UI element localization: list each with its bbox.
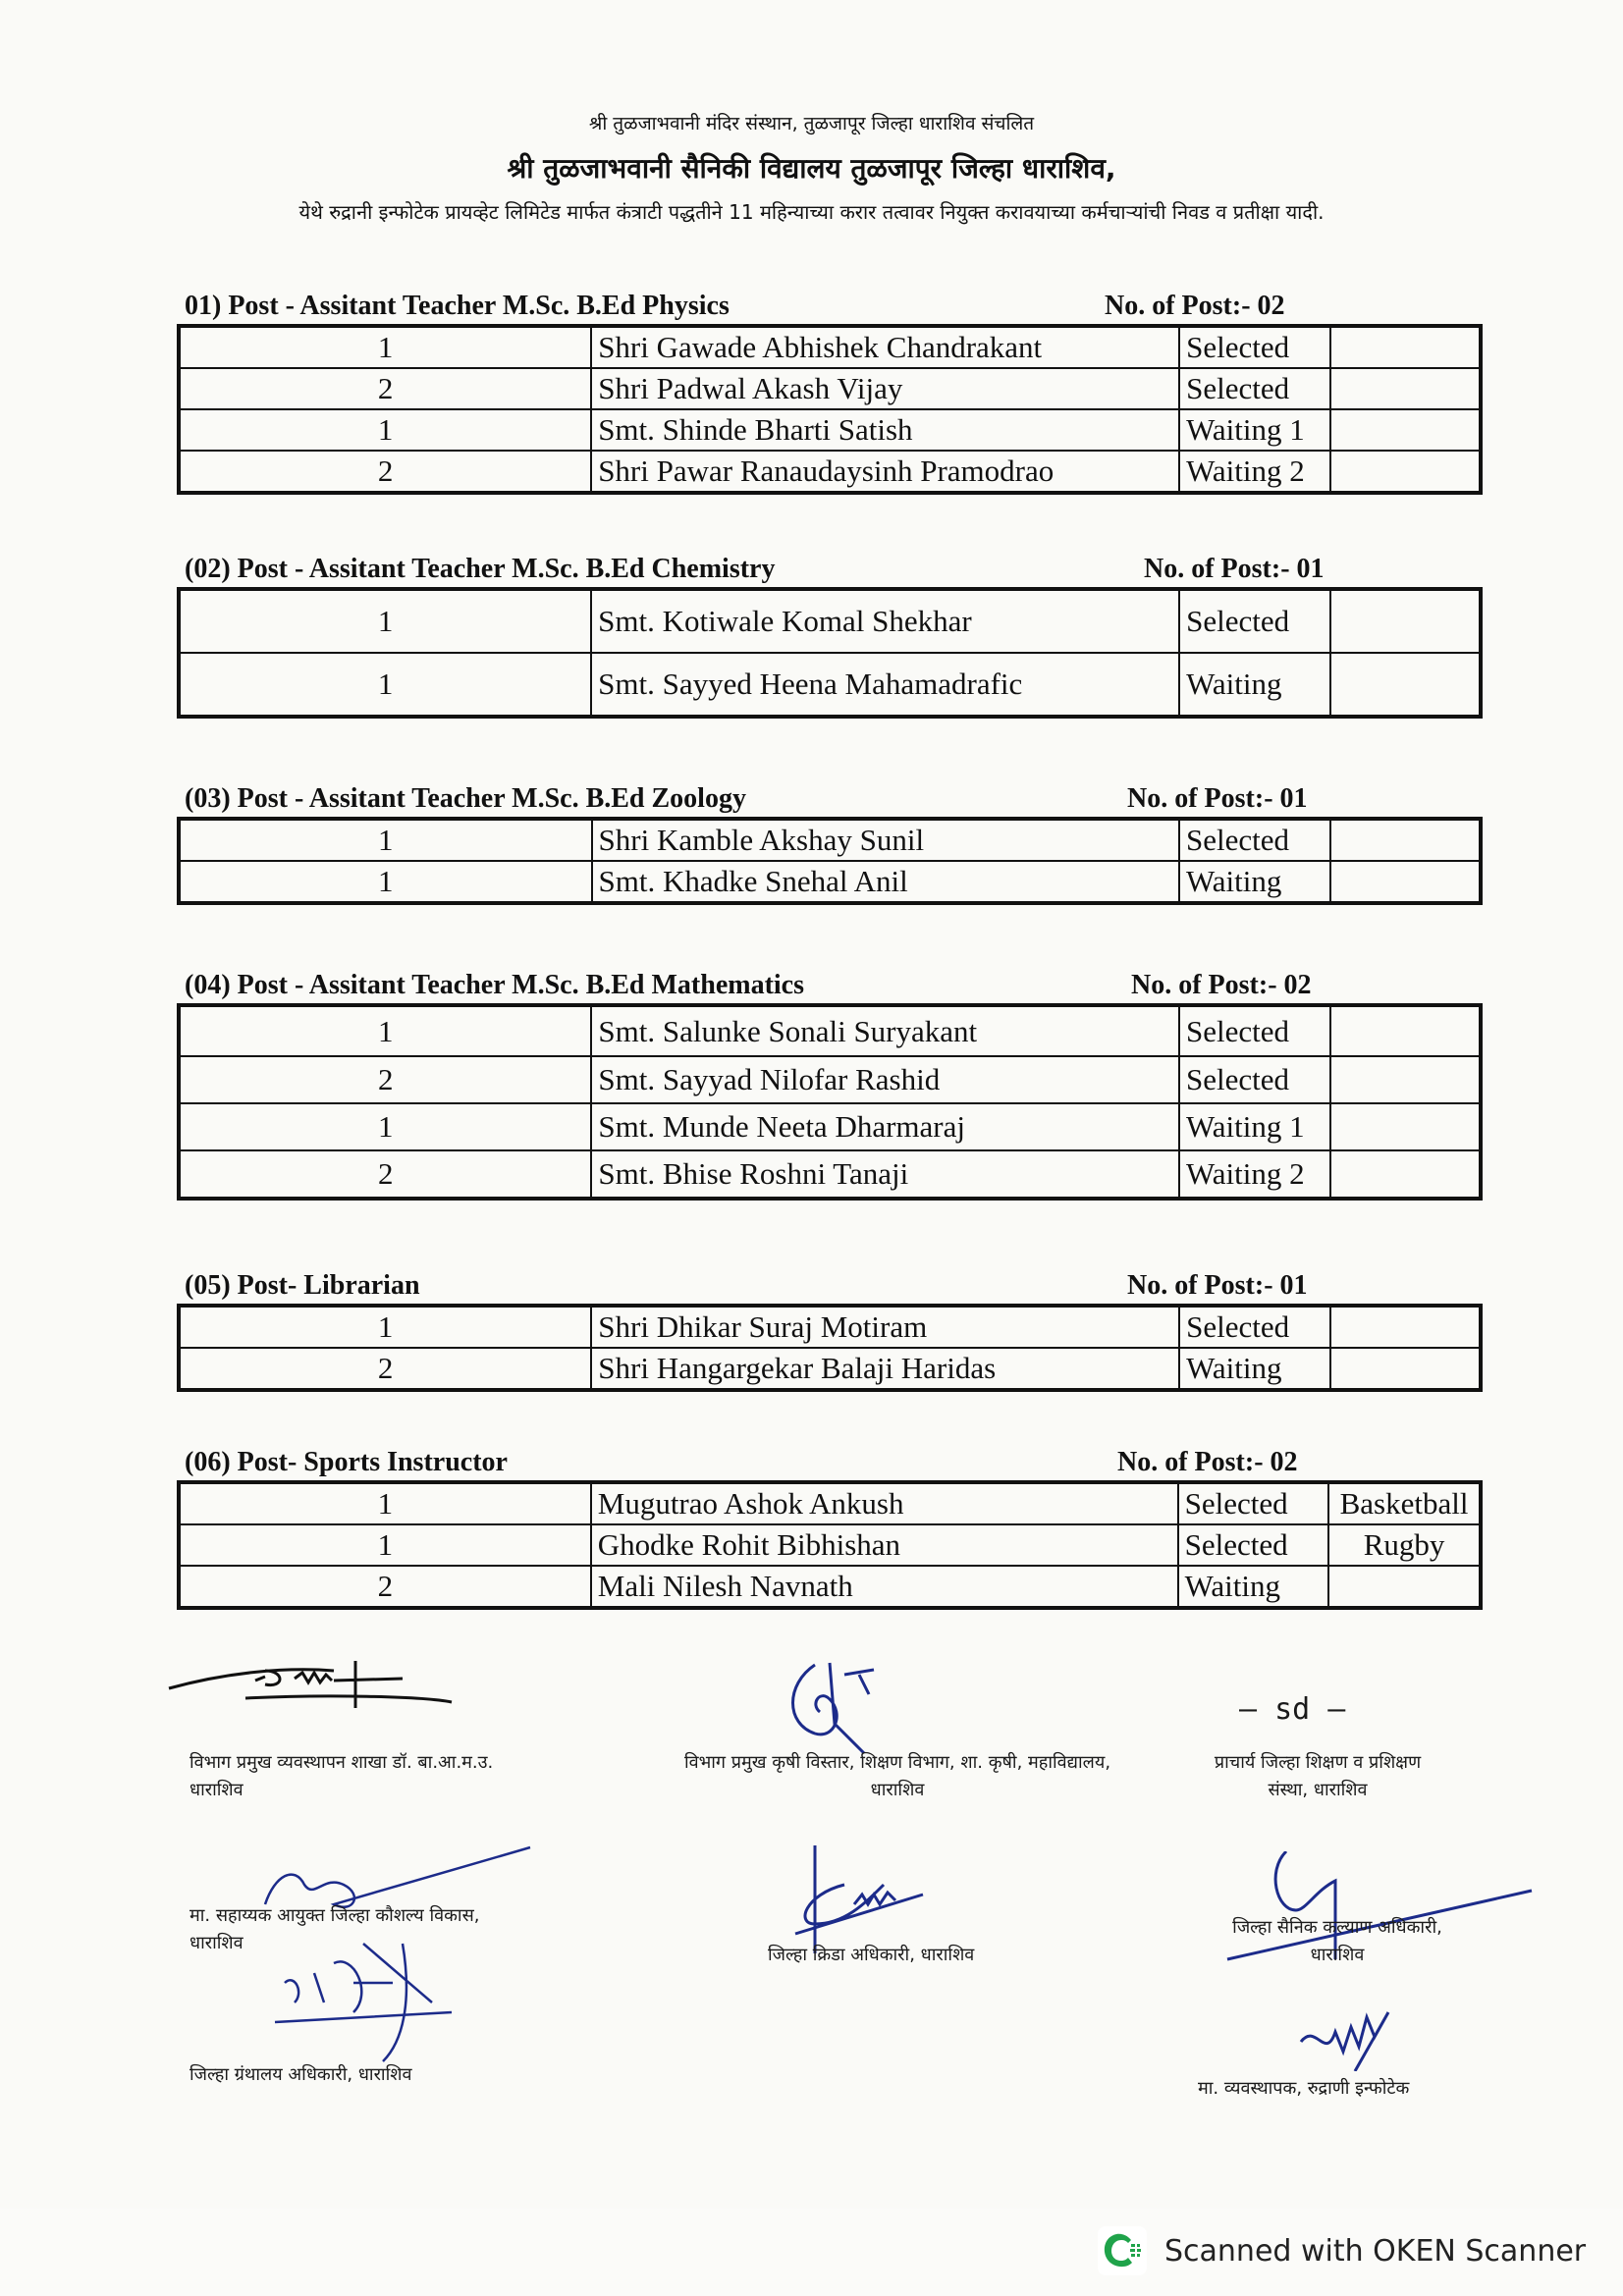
rank-cell: 1 [179,1103,591,1150]
status-cell: Selected [1179,326,1330,368]
signatory-3 [1151,1749,1485,1804]
name-cell: Shri Dhikar Suraj Motiram [591,1306,1179,1348]
name-cell: Smt. Sayyad Nilofar Rashid [591,1056,1179,1103]
name-cell: Smt. Sayyed Heena Mahamadrafic [591,653,1179,717]
remark-cell [1330,1056,1481,1103]
sd-mark: — sd — [1239,1692,1346,1727]
rank-cell: 1 [179,589,591,653]
signature-1 [167,1659,560,1718]
designation-line: मा. सहाय्यक आयुक्त जिल्हा कौशल्य विकास, [189,1905,480,1926]
name-cell: Shri Kamble Akshay Sunil [592,819,1179,861]
designation-line: जिल्हा सैनिक कल्याण अधिकारी, [1232,1917,1442,1938]
remark-cell [1330,1005,1481,1056]
status-cell: Selected [1179,589,1330,653]
status-cell: Selected [1179,1306,1330,1348]
section-sports-instructor [177,1447,1483,1610]
name-cell: Mugutrao Ashok Ankush [591,1482,1178,1524]
section-librarian [177,1270,1483,1392]
remark-cell: Basketball [1328,1482,1481,1524]
status-cell: Waiting 2 [1179,451,1330,493]
rank-cell: 2 [179,1150,591,1199]
remark-cell [1330,409,1481,451]
signature-4 [255,1845,550,2081]
name-cell: Smt. Bhise Roshni Tanaji [591,1150,1179,1199]
rank-cell: 1 [179,1524,591,1566]
candidate-table [177,324,1483,495]
table-row [179,1348,1481,1390]
table-row [179,368,1481,409]
section-title: 01) Post - Assitant Teacher M.Sc. B.Ed Physics [185,291,730,321]
table-row [179,1524,1481,1566]
section-chemistry [177,554,1483,719]
designation-line: विभाग प्रमुख कृषी विस्तार, शिक्षण विभाग, शा. कृषी, महाविद्यालय, [683,1752,1111,1773]
table-row [179,409,1481,451]
remark-cell [1330,1103,1481,1150]
signature-5 [785,1845,982,1953]
designation-line: धाराशिव [1310,1945,1365,1965]
header-description: येथे रुद्रानी इन्फोटेक प्रायव्हेट लिमिटेड मार्फत कंत्राटी पद्धतीने 11 महिन्याच्या करार तत्वावर नियुक्त करावयाच्या कर्मचाऱ्यांची निवड व प्रतीक्षा यादी. [298,200,1325,224]
name-cell: Ghodke Rohit Bibhishan [591,1524,1178,1566]
table-row [179,326,1481,368]
remark-cell [1328,1566,1481,1608]
designation-line: संस्था, धाराशिव [1268,1780,1368,1800]
name-cell: Smt. Kotiwale Komal Shekhar [591,589,1179,653]
rank-cell: 1 [179,1005,591,1056]
status-cell: Selected [1178,1524,1329,1566]
table-row [179,1005,1481,1056]
status-cell: Waiting [1179,1348,1330,1390]
signatory-5 [768,1942,974,1969]
table-row [179,1566,1481,1608]
remark-cell [1330,1348,1481,1390]
name-cell: Smt. Munde Neeta Dharmaraj [591,1103,1179,1150]
candidate-table [177,1003,1483,1201]
table-row [179,653,1481,717]
name-cell: Shri Padwal Akash Vijay [591,368,1179,409]
header-school-name: श्री तुळजाभवानी सैनिकी विद्यालय तुळजापूर जिल्हा धाराशिव, [507,152,1116,185]
signatory-7 [189,2061,412,2089]
status-cell: Selected [1179,1056,1330,1103]
designation-line: विभाग प्रमुख व्यवस्थापन शाखा डॉ. बा.आ.म.उ. [189,1752,494,1773]
post-count: No. of Post:- 02 [1117,1447,1298,1477]
signatory-2 [632,1749,1163,1804]
rank-cell: 2 [179,1056,591,1103]
signatory-1 [189,1749,493,1804]
remark-cell [1330,819,1481,861]
rank-cell: 1 [179,819,592,861]
remark-cell [1330,451,1481,493]
status-cell: Waiting 1 [1179,1103,1330,1150]
designation-line: जिल्हा ग्रंथालय अधिकारी, धाराशिव [189,2064,412,2085]
remark-cell: Rugby [1328,1524,1481,1566]
status-cell: Waiting [1179,861,1330,903]
name-cell: Shri Hangargekar Balaji Haridas [591,1348,1179,1390]
name-cell: Shri Pawar Ranaudaysinh Pramodrao [591,451,1179,493]
status-cell: Waiting [1179,653,1330,717]
section-title: (03) Post - Assitant Teacher M.Sc. B.Ed Zoology [185,783,746,814]
rank-cell: 2 [179,451,591,493]
name-cell: Smt. Khadke Snehal Anil [592,861,1179,903]
designation-line: धाराशिव [189,1780,243,1800]
name-cell: Smt. Shinde Bharti Satish [591,409,1179,451]
table-row [179,1150,1481,1199]
rank-cell: 1 [179,861,592,903]
status-cell: Selected [1179,368,1330,409]
status-cell: Selected [1179,819,1330,861]
table-row [179,1482,1481,1524]
post-count: No. of Post:- 02 [1131,970,1312,1000]
section-title: (06) Post- Sports Instructor [185,1447,508,1477]
signatory-8 [1198,2075,1409,2103]
table-row [179,1306,1481,1348]
post-count: No. of Post:- 02 [1105,291,1285,321]
table-row [179,589,1481,653]
candidate-table [177,587,1483,719]
table-row [179,861,1481,903]
designation-line: धाराशिव [870,1780,925,1800]
post-count: No. of Post:- 01 [1144,554,1325,584]
remark-cell [1330,653,1481,717]
designation-line: प्राचार्य जिल्हा शिक्षण व प्रशिक्षण [1214,1752,1422,1773]
scanner-watermark [1098,2226,1586,2275]
oken-logo-icon [1098,2226,1147,2275]
post-count: No. of Post:- 01 [1127,783,1308,814]
name-cell: Shri Gawade Abhishek Chandrakant [591,326,1179,368]
rank-cell: 2 [179,368,591,409]
post-count: No. of Post:- 01 [1127,1270,1308,1301]
remark-cell [1330,326,1481,368]
rank-cell: 2 [179,1348,591,1390]
scanner-watermark-text: Scanned with OKEN Scanner [1164,2233,1587,2269]
section-mathematics [177,970,1483,1201]
remark-cell [1330,368,1481,409]
designation-line: मा. व्यवस्थापक, रुद्राणी इन्फोटेक [1198,2078,1410,2099]
remark-cell [1330,1150,1481,1199]
candidate-table [177,817,1483,905]
section-zoology [177,783,1483,905]
candidate-table [177,1480,1483,1610]
rank-cell: 1 [179,1482,591,1524]
name-cell: Smt. Salunke Sonali Suryakant [591,1005,1179,1056]
candidate-table [177,1304,1483,1392]
name-cell: Mali Nilesh Navnath [591,1566,1178,1608]
designation-line: जिल्हा क्रिडा अधिकारी, धाराशिव [768,1945,975,1965]
status-cell: Selected [1178,1482,1329,1524]
table-row [179,1103,1481,1150]
signature-8 [1296,1993,1414,2071]
signature-2 [776,1655,903,1763]
status-cell: Waiting 2 [1179,1150,1330,1199]
status-cell: Waiting 1 [1179,409,1330,451]
status-cell: Waiting [1178,1566,1329,1608]
section-physics [177,291,1483,495]
status-cell: Selected [1179,1005,1330,1056]
signatory-4 [189,1902,480,1957]
section-title: (05) Post- Librarian [185,1270,420,1301]
signatory-6 [1190,1914,1485,1969]
table-row [179,819,1481,861]
rank-cell: 1 [179,326,591,368]
table-row [179,1056,1481,1103]
section-title: (02) Post - Assitant Teacher M.Sc. B.Ed Chemistry [185,554,776,584]
remark-cell [1330,861,1481,903]
remark-cell [1330,589,1481,653]
remark-cell [1330,1306,1481,1348]
section-title: (04) Post - Assitant Teacher M.Sc. B.Ed Mathematics [185,970,804,1000]
rank-cell: 2 [179,1566,591,1608]
rank-cell: 1 [179,409,591,451]
rank-cell: 1 [179,1306,591,1348]
header-organization: श्री तुळजाभवानी मंदिर संस्थान, तुळजापूर जिल्हा धाराशिव संचलित [588,113,1035,134]
rank-cell: 1 [179,653,591,717]
designation-line: धाराशिव [189,1933,243,1953]
table-row [179,451,1481,493]
